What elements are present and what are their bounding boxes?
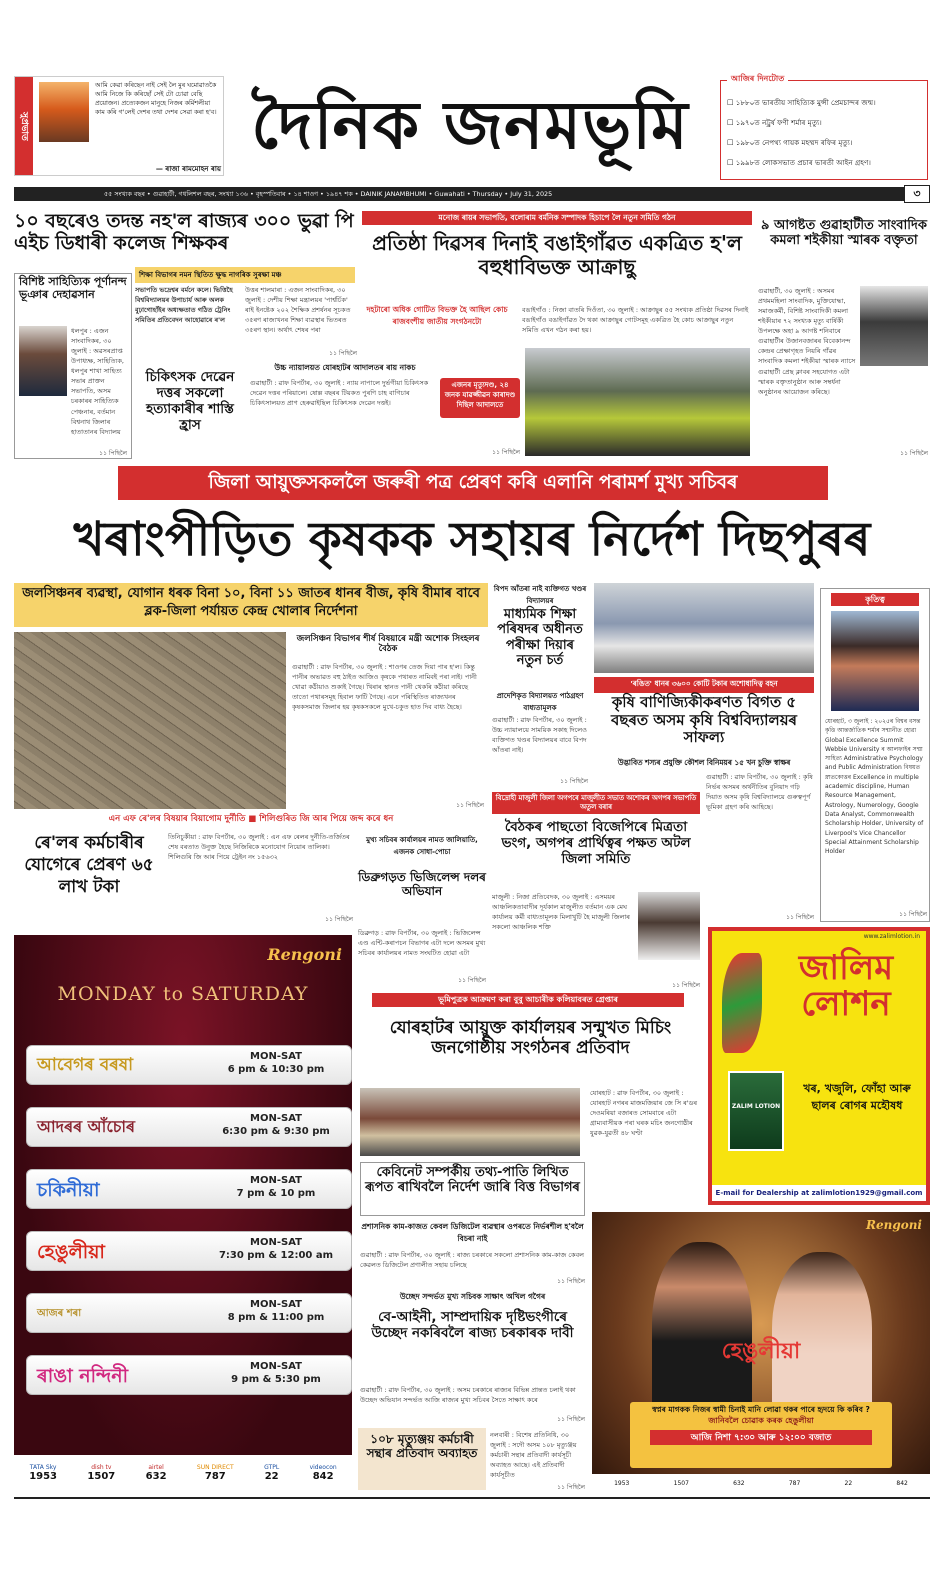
ad2-email: E-mail for Dealership at zalimlotion1929@gmail.com — [712, 1185, 926, 1201]
channel-strip — [14, 1455, 352, 1491]
today-list — [727, 93, 923, 173]
bottom-rule — [14, 1497, 930, 1499]
s1-headline: ১০ বছৰেও তদন্ত নহ'ল ৰাজ্যৰ ৩০০ ভুৱা পি এইচ ডিধাৰী কলেজ শিক্ষকৰ — [14, 210, 354, 255]
agri-byline: ১১ পিছিলৈ — [786, 914, 814, 921]
show-logo: আদৰৰ আঁচোৰ — [37, 1117, 136, 1136]
arrest-photo — [360, 1088, 580, 1156]
krit-byline: ১১ পিছিলৈ — [899, 911, 927, 918]
evict-kicker: উচ্ছেদ সন্দৰ্ভত মুখ্য সচিবক সাক্ষাৎ অখিল গগৈৰ — [399, 1292, 546, 1301]
quote-label: সুপ্ৰভাত — [15, 77, 33, 175]
show-logo: আজৰ শৰা — [37, 1308, 82, 1319]
s4-headline: ৯ আগষ্টত গুৱাহাটীত সাংবাদিক কমলা শইকীয়া স্মাৰক বক্তৃতা — [761, 218, 927, 249]
cab-headline: কেবিনেট সম্পৰ্কীয় তথ্য-পাতি লিখিত ৰূপত ৰাখিবলৈ নিৰ্দেশ জাৰি বিত্ত বিভাগৰ — [365, 1165, 580, 1196]
vig-headline: ডিব্ৰুগড়ত ভিজিলেন্স দলৰ অভিযান — [358, 870, 486, 899]
s1-byline: ১১ পিছিলৈ — [329, 350, 357, 357]
ad3-tag2: জানিবলৈ চোৱাক কৰক হেঙুলীয়া — [708, 1416, 814, 1426]
evict-byline: ১১ পিছিলৈ — [557, 1416, 585, 1423]
edu-byline: ১১ পিছিলৈ — [560, 778, 588, 785]
s4-body: গুৱাহাটী, ৩০ জুলাই : অসমৰ প্ৰথমমহিলা সাংবাদিক, মুক্তিযোদ্ধা, সমাজকৰ্মী, বিশিষ্ট সাংবাদিকী কমলা শইকীয়াৰ ৭২ সংখ্যক মৃত্যু বাৰ্ষিকী উপলক্ষে অহা ৯ আগষ্ট শনিবাৰে গুৱাহাটীৰ উজানবজাৰৰ বিবেকানন্দ কেন্দ্ৰৰ প্ৰেক্ষাগৃহত নিয়ৰি গাঁৱৰ সাংবাদিক কমলা শইকীয়া স্মাৰক ন্যাসে গুৱাহাটী প্ৰেছ ক্লাবৰ সহযোগত এটা স্মাৰক বক্তৃতানুষ্ঠান আৰু সম্বৰ্ধনা অনুষ্ঠানৰ আয়োজন কৰিছে। — [758, 287, 856, 396]
s2-body: ধলপুৰ : এজন সাংবাদিকৰ, ৩০ জুলাই : অৱসৰপ্ৰাপ্ত উপাধ্যক্ষ, সাহিত্যিক, ধলপুৰ শাখা সাহিত্য সভাৰ প্ৰাক্তন সভাপতি, অসম চৰকাৰৰ সাহিত্যিক পেঞ্চনাৰ, বৰ্তমান বিশ্বনাথ জিলাৰ হাতাতানৰ বিদ্যালয় — [71, 327, 124, 436]
ad3-tagbox — [630, 1402, 892, 1468]
cab-body: গুৱাহাটী : ৱাফ বিপৰ্টাৰ, ৩০ জুলাই : ৰাজ্য চৰকাৰে সকলো প্ৰশাসনিক কাম-কাজ কেবল কেৱলত ডিজিটেল প্ৰণালীত সহায় চলিছে — [360, 1251, 584, 1270]
top-banner: জিলা আয়ুক্তসকললৈ জৰুৰী পত্ৰ প্ৰেৰণ কৰি এলানি পৰামৰ্শ মুখ্য সচিবৰ — [118, 466, 828, 500]
channel-item: 787 — [788, 1479, 801, 1487]
vig-byline: ১১ পিছিলৈ — [458, 977, 486, 984]
edu-sub: প্ৰাদেশিকৃত বিদ্যালয়ত পাঠগ্ৰহণ বাধ্যতামূলক — [496, 692, 584, 712]
s2-box — [14, 273, 132, 459]
channel-item: 1953 — [614, 1479, 630, 1487]
edu-headline: মাধ্যমিক শিক্ষা পৰিষদৰ অধীনত পৰীক্ষা দিয়াৰ নতুন চৰ্ত — [497, 607, 583, 668]
s3-sub: দহটাৰো অধিক গোটিত বিভক্ত হৈ আছিল কোচ ৰাজবংশীয় জাতীয় সংগঠনটো — [366, 305, 508, 326]
channel-item: TATA Sky 1953 — [29, 1464, 58, 1482]
today-title: আজিৰ দিনটোত — [727, 73, 788, 86]
portrait-icon — [39, 82, 89, 142]
agri-headline: কৃষি বাণিজ্যিকীকৰণত বিগত ৫ বছৰত অসম কৃষি বিশ্ববিদ্যালয়ৰ সাফল্য — [611, 693, 797, 747]
today-box — [720, 74, 928, 180]
ad3-title: হেঙুলীয়া — [721, 1339, 801, 1364]
ad1-brand: Rengoni — [267, 945, 342, 964]
ad-zalim — [708, 927, 930, 1205]
maj-photo — [638, 892, 700, 960]
vig-body: ডিব্ৰুগড় : ৱাফ বিপৰ্টাৰ, ৩০ জুলাই : ভিজিলেন্স এণ্ড এন্টি-কৰাপচন বিভাগৰ এটা দলে অসমৰ মুখ্য সচিবৰ কাৰ্যালয়ৰ নামত সংঘটিত হোৱা এটা — [358, 929, 486, 958]
ad-henguliya — [592, 1212, 930, 1492]
today-item: ☐ ১৯৮০ত নেপথ্য গায়ক মহম্মদ ৰফিৰ মৃত্যু। — [727, 138, 853, 147]
s3-kicker: মনোজ ৰায়ৰ সভাপতি, বলোৰাম বৰ্মনিক সম্পাদক হিচাপে লৈ নতুন সমিতি গঠন — [362, 211, 752, 225]
lead-sub: জলসিঞ্চন বিভাগৰ শীৰ্ষ বিষয়াৰে মন্ত্ৰী অশোক সিংহলৰ বৈঠক — [296, 634, 480, 655]
s1-body2: উত্তৰ শালমাৰা : এজন সাংবাদিকৰ, ৩০ জুলাই : দেশীয় শিক্ষা মন্ত্ৰালয়ৰ 'পাৰ্শ্বৰ্চিক' ৰাই ইনষ্টেক ২০২ শৈক্ষিক প্ৰশৰ্ষনৰ সূচকত ৩৫ৰণ ৰাজ্যখনৰ শিক্ষা ব্যৱস্থাৰ ভিতৰত ৩৫ৰণ স্থান। অৰ্থাৎ শেষৰ পৰা — [245, 286, 351, 335]
show-time: MON-SAT 7 pm & 10 pm — [236, 1175, 316, 1199]
ad2-desc: খৰ, খজুলি, ফোঁহা আৰু ছালৰ ৰোগৰ মহৌষধ — [803, 1082, 911, 1112]
show-row — [26, 1231, 352, 1271]
s5-box: এজনৰ মৃত্যুদণ্ড, ২৪ জনক যাৱজ্জীৱন কাৰাদণ্ড দিছিল আদালতে — [440, 378, 520, 418]
s2-headline: বিশিষ্ট সাহিত্যিক পূৰ্ণানন্দ ভূঞাৰ দেহাৱসান — [19, 275, 127, 301]
channel-item: 22 — [844, 1479, 853, 1487]
channel-item: 632 — [733, 1479, 745, 1487]
show-row — [26, 1293, 352, 1333]
rail-headline: ৰে'লৰ কৰ্মচাৰীৰ যোগেৰে প্ৰেৰণ ৬৫ লাখ টকা — [24, 833, 154, 898]
death-byline: ১১ পিছিলৈ — [557, 1484, 585, 1491]
channel-item: SUN DIRECT 787 — [196, 1464, 234, 1482]
show-time: MON-SAT 6:30 pm & 9:30 pm — [222, 1113, 330, 1137]
quote-box — [14, 76, 224, 176]
agri-sub: উদ্ভাবিত শস্যৰ প্ৰযুক্তি কৌশল বিনিময়ৰ ১৫ খন চুক্তি স্বাক্ষৰ — [617, 758, 791, 767]
agri-caption: 'ৰঙিত' ধানৰ ৩৬০০ কোটি টকাৰ অশোধাদিত্ব বহন — [594, 677, 814, 693]
ad2-site: www.zalimlotion.in — [863, 933, 920, 940]
s3-photo — [525, 348, 750, 456]
arrest-body: যোৰহাট : ৱাফ বিপৰ্টাৰ, ৩০ জুলাই : যোৰহাট নগৰৰ মাজমজিয়াৰ জে সি ৰ'ডৰ দেওমৰিয়া বজাৰত সোমবাৰে এটা গ্ৰাম্যবাসীয়ক পৰা ঘৰক মচিং জনগোষ্ঠীৰ যুৱক-যুৱতী ৪৮ ঘণ্টা — [590, 1089, 698, 1138]
channel-item: 842 — [896, 1479, 908, 1487]
ad1-heading: MONDAY to SATURDAY — [57, 983, 309, 1005]
edu-kicker: বিপদ আঁতৰা নাই ব্যক্তিগত খণ্ডৰ বিদ্যালয়ৰ — [493, 585, 587, 605]
dragon-icon — [722, 953, 762, 1053]
show-row — [26, 1045, 352, 1085]
ad3-brand: Rengoni — [865, 1218, 922, 1232]
s1-body1: সভাপতি ভদ্ৰেশ্বৰ বৰ্মনে কলে। ভিত্তিহৈ বিশ্ববিদ্যালয়ৰ উপাচাৰ্য আৰু অলক বুঢ়াগোহাঁইৰ অধ্যক্ষতাত গঠিত ট্ৰেনিং সমিতিৰ প্ৰতিবেদন আহোৱাৰে ৰ'ল — [135, 286, 233, 325]
krit-body: যোৰহাট, ৩ জুলাই : ২০২৫ৰ বিশ্বৰ বসন্ত কৃত্তি আন্তৰ্জাতিক শৰ্মাৰ সন্মানীত হোৱা Global Excellence Summit Webbie University ৰ আলফাইৰ সম্মা সাহিত্য Administrative Psychology and Public Administration বিষয়ত স্নাতকোত্তৰ Excellence in multiple academic discipline, Human Resource Management, Astrology, Numerology, Google Data Analyst, Commonwealth Scholarship Holder, University of Liverpool's Vice Chancellor Special Attainment Scholarship Holder — [825, 718, 924, 856]
evict-body: গুৱাহাটী : ৱাফ বিপৰ্টাৰ, ৩০ জুলাই : অসম চৰকাৰে ৰাজ্যৰ বিভিন্ন প্ৰান্তত চলাই থকা উচ্ছেদ অভিযান সন্দৰ্ভত আজি ৰাজ্যৰ মুখ্য সচিবৰ সৈতে সাক্ষাৎ কৰে — [360, 1386, 576, 1405]
channel-item: 1507 — [673, 1479, 689, 1487]
page-number: ৩ — [904, 185, 930, 203]
agri-body: গুৱাহাটী : ৱাফ বিপৰ্টাৰ, ৩০ জুলাই : কৃষি নিৰ্ভৰ অসমৰ অৰ্থনীতিৰ বুনিয়াদ গঢ়ি দিয়াত অসম কৃষি বিশ্ববিদ্যালয়ে গুৰুত্বপূৰ্ণ ভূমিকা গ্ৰহণ কৰি আহিছে। — [706, 773, 813, 812]
s3-headline: প্ৰতিষ্ঠা দিৱসৰ দিনাই বঙাইগাঁৱত একত্ৰিত হ'ল বহুধাবিভক্ত আক্ৰাছু — [372, 231, 742, 279]
agri-photo — [594, 583, 814, 673]
show-row — [26, 1107, 352, 1147]
cab-sub: প্ৰশাসনিক কাম-কাজত কেবল ডিজিটেল ব্যৱস্থাৰ ওপৰতে নিৰ্ভৰশীল হ'বলৈ বিচৰা নাই — [361, 1222, 584, 1243]
maj-byline: ১১ পিছিলৈ — [672, 982, 700, 989]
s5-byline: ১১ পিছিলৈ — [492, 449, 520, 456]
show-logo: চকিনীয়া — [37, 1179, 100, 1201]
lead-kicker: জলসিঞ্চনৰ ব্যৱস্থা, যোগান ধৰক বিনা ১০, বিনা ১১ জাতৰ ধানৰ বীজ, কৃষি বীমাৰ বাবে ব্লক-জিলা পৰ্যায়ত কেন্দ্ৰ খোলাৰ নিৰ্দেশনা — [14, 583, 488, 627]
arrest-kicker: ভূমিপুত্ৰক আক্ৰমণ কৰা বুবু আচাৰীক কলিয়াবৰত গ্ৰেপ্তাৰ — [372, 993, 684, 1007]
channel-item: airtel 632 — [145, 1464, 167, 1482]
show-logo: আবেগৰ বৰষা — [37, 1055, 134, 1075]
krit-title: কৃতিত্ব — [831, 593, 919, 606]
show-logo: হেঙুলীয়া — [37, 1241, 105, 1263]
channel-item: GTPL 22 — [264, 1464, 280, 1482]
rail-body: তিনিচুকীয়া : ৱাফ বিপৰ্টাৰ, ৩০ জুলাই : এন এফ ৰেলৰ দুৰ্নীতি-তৰ্জিতৰ শেষ বৰতাত উনুক্ত হৈছে নিজিৰিকে মনোযোগ নিয়োৰ তালিকা। শিলিগুৰি জি আৰ পিয়ে ট্ৰেইন নং ১৫৬৩২ — [168, 833, 350, 862]
cab-box — [360, 1162, 585, 1216]
rail-kicker: এন এফ ৰে'লৰ বিষয়াৰ বিয়াগোম দুৰ্নীতি ■ শিলিগুৰিত জি আৰ পিয়ে জব্দ কৰে ধন — [108, 814, 394, 824]
s5-kicker: উচ্চ ন্যায়ালয়ত যোৰহাটৰ আদালতৰ ৰায় নাকচ — [274, 363, 416, 372]
lead-byline: ১১ পিছিলৈ — [456, 802, 484, 809]
maj-headline: বৈঠকৰ পাছতো বিজেপিৰে মিত্ৰতা ভংগ, অগপৰ প্ৰাৰ্থিত্বৰ পক্ষত অটল জিলা সমিতি — [501, 819, 691, 867]
s4-byline: ১১ পিছিলৈ — [900, 450, 928, 457]
cab-byline: ১১ পিছিলৈ — [557, 1278, 585, 1285]
channel-item: dish tv 1507 — [87, 1464, 116, 1482]
arrest-headline: যোৰহাটৰ আয়ুক্ত কাৰ্যালয়ৰ সন্মুখত মিচিং জনগোষ্ঠীয় সংগঠনৰ প্ৰতিবাদ — [389, 1018, 672, 1059]
dateline-bar — [14, 187, 930, 201]
death-headline: ১০৮ মৃত্যুঞ্জয় কৰ্মচাৰী সন্থাৰ প্ৰতিবাদ অব্যাহত — [366, 1432, 478, 1461]
evict-headline: বে-আইনী, সাম্প্ৰদায়িক দৃষ্টিভংগীৰে উচ্ছেদ নকৰিবলৈ ৰাজ্য চৰকাৰক দাবী — [371, 1309, 574, 1341]
s2-byline: ১১ পিছিলৈ — [99, 450, 127, 457]
ad3-tag1: স্বপ্নৰ মাগকক নিজৰ স্বামী চিনাই মানি লোৱা থকৰ পাৰে হৃদয়ে কি কৰিব ? — [652, 1405, 870, 1414]
maj-kicker: বিদ্ৰোহী মাজুলী জিলা অগপৰে মাজুলীত সভাত অশোকৰ অগপৰ সভাপতি অতুল বৰাৰ — [492, 792, 700, 814]
edu-body: গুৱাহাটী : ৱাফ বিপৰ্টাৰ, ৩০ জুলাই : উচ্চ ন্যায়ালয়ে সাময়িক সকাহ দিলেও ব্যক্তিগত খণ্ডৰ বিদ্যালয়ৰ বাবে বিপদ আঁতৰা নাই। — [492, 716, 587, 755]
today-item: ☐ ১৮৮০ত ভাৰতীয় সাহিত্যিক মুন্সী প্ৰেমচান্দৰ জন্ম। — [727, 98, 876, 107]
lead-photo — [14, 632, 286, 809]
lead-body: গুৱাহাটী : ৱাফ বিপৰ্টাৰ, ৩০ জুলাই : শাওণৰ তেজ দিয়া পাৰ হ'ল। কিন্তু পানীৰ অভাৱত বহু ঠাইত আজিও কৃষকে পথাৰত নামিবই পৰা নাই। পানী খোৱা কঠীয়াও শুকাই গৈছে। খিৰাৰ স্থানত পানী থেকৰি কঠীয়া কৰিছে তাতো পথাৰসমূহ হিবাল ফাটি গৈছে। এনে পৰিস্থিতিত ৰাজ্যখনৰ কৃষকসমাজ জিলাৰ হয় কৃষকসকলে মুখে-চকুত হাত দিব বাধ্য হৈছে। — [292, 663, 477, 712]
lead-headline: খৰাংপীড়িত কৃষকক সহায়ৰ নিৰ্দেশ দিছপুৰৰ — [73, 512, 871, 567]
s1-kicker: শিক্ষা বিভাগৰ নমন স্থিতিত ক্ষুদ্ধ নাগৰিক সুৰক্ষা মঞ্চ — [135, 267, 355, 283]
death-body: নলবাৰী : বিশেষ প্ৰতিনিধি, ৩০ জুলাই : সদৌ অসম ১০৮ মৃত্যুঞ্জয় কৰ্মচাৰী সন্থাৰ প্ৰতিবাদী কাৰ্যসূচী অব্যাহত আছে। এই প্ৰতিবাদী কাৰ্যসূচীত — [490, 1431, 577, 1480]
s5-body: গুৱাহাটী : ৱাফ বিপৰ্টাৰ, ৩০ জুলাই : ন্যায় নাপালে দুৰ্ভগীয়া চিকিৎসক দেৱেন দত্তৰ পৰিয়ালে। ষোল্ল বছৰৰ টিয়কত পুৰণি চাহ বাগিচাৰ চিকিৎসালয়ত প্ৰাণ হেৰুৱাইছিল চিকিৎসক দেৱেন দত্তই। — [250, 379, 429, 408]
ad3-person-left — [652, 1242, 752, 1422]
show-logo: ৰাঙা নন্দিনী — [37, 1365, 129, 1387]
s5-headline: চিকিৎসক দেৱেন দত্তৰ সকলো হত্যাকাৰীৰ শাস্তি হ্ৰাস — [145, 369, 235, 433]
rail-byline: ১১ পিছিলৈ — [325, 916, 353, 923]
ad3-time: আজি নিশা ৭:৩০ আৰু ১২:০০ বজাত — [650, 1430, 872, 1445]
ad-rengoni-schedule — [14, 935, 352, 1491]
quote-author: — ৰাজা ৰামমোহন ৰায় — [155, 165, 221, 173]
krit-box — [820, 588, 930, 922]
masthead-title: দৈনিক জনমভূমি — [251, 86, 689, 164]
show-time: MON-SAT 9 pm & 5:30 pm — [231, 1361, 321, 1385]
channel-item: videocon 842 — [309, 1464, 337, 1482]
channel-strip — [592, 1474, 930, 1492]
s3-body: বঙাইগাঁও : নিজা বাতৰি দিওঁতা, ৩০ জুলাই : আক্ৰাছুৰ ৫৫ সংখ্যক প্ৰতিষ্ঠা দিৱসৰ দিনাই বঙাইগাঁও বঙাইগাঁৱত দৈ থকা আক্ৰাছুৰ গোটসমূহ একত্ৰিত হৈ কোচ আক্ৰাছুৰ নতুন সমিতি এখন গঠন কৰা হয়। — [522, 306, 749, 335]
maj-body: মাজুলী : নিজা প্ৰতিবেদক, ৩০ জুলাই : এসময়ৰ আঞ্চলিকতাবাদীৰ দূৰ্যকাল মাজুলীত বৰ্তমান এক মেঘ কাৰ্যালয় কৰ্মী বাধ্যতামূলক মিলাখুটি হৈ মাজুলী জিলাৰ সকলো আঞ্চলিক শক্তি — [492, 893, 630, 932]
krit-photo — [831, 611, 919, 711]
show-time: MON-SAT 7:30 pm & 12:00 am — [218, 1237, 334, 1261]
show-row — [26, 1169, 352, 1209]
dateline-text: ৫৫ সংখ্যক বছৰ • গুৱাহাটী, গধলিশল বছৰ, সংখ্যা ১৩৬ • বৃহস্পতিবাৰ • ১৪ শাওণ • ১৯৪৭ শক • DAINIK JANAMBHUMI • Guwahati • Thursday • July 31, 2025 — [104, 190, 553, 198]
today-item: ☐ ১৯৯৮ত লোকসভাত প্ৰচাৰ ভাৰতী আইন গ্ৰহণ। — [727, 158, 871, 167]
ad2-pack: ZALIM LOTION — [728, 1071, 784, 1151]
quote-text: আমি কেৱা কৰিছেন নাই সেই লৈ মুৰ ঘমোৱাতকৈ আমি নিজে কি কৰিছোঁ সেই টো চোৱা বেছি প্ৰয়োজন। প্ৰত্যেকজন মানুহে নিজৰ কৰ্মিশলীয়া কাম কৰি গ'লেই দেশৰ তথা দেশৰ সেৱা কৰা হ'ব। — [95, 82, 217, 117]
show-time: MON-SAT 6 pm & 10:30 pm — [227, 1051, 325, 1075]
today-item: ☐ ১৯৭০ত নট্ট্ৰৰ্ষ ফণী শৰ্মাৰ মৃত্যু। — [727, 118, 822, 127]
show-row — [26, 1355, 352, 1395]
vig-kicker: মুখ্য সচিবৰ কাৰ্যালয়ৰ নামত জালিয়াতি, এজনক সোধা-পোচা — [366, 836, 478, 856]
ad2-name: জালিম লোশন — [798, 948, 894, 1024]
show-time: MON-SAT 8 pm & 11:00 pm — [227, 1299, 325, 1323]
